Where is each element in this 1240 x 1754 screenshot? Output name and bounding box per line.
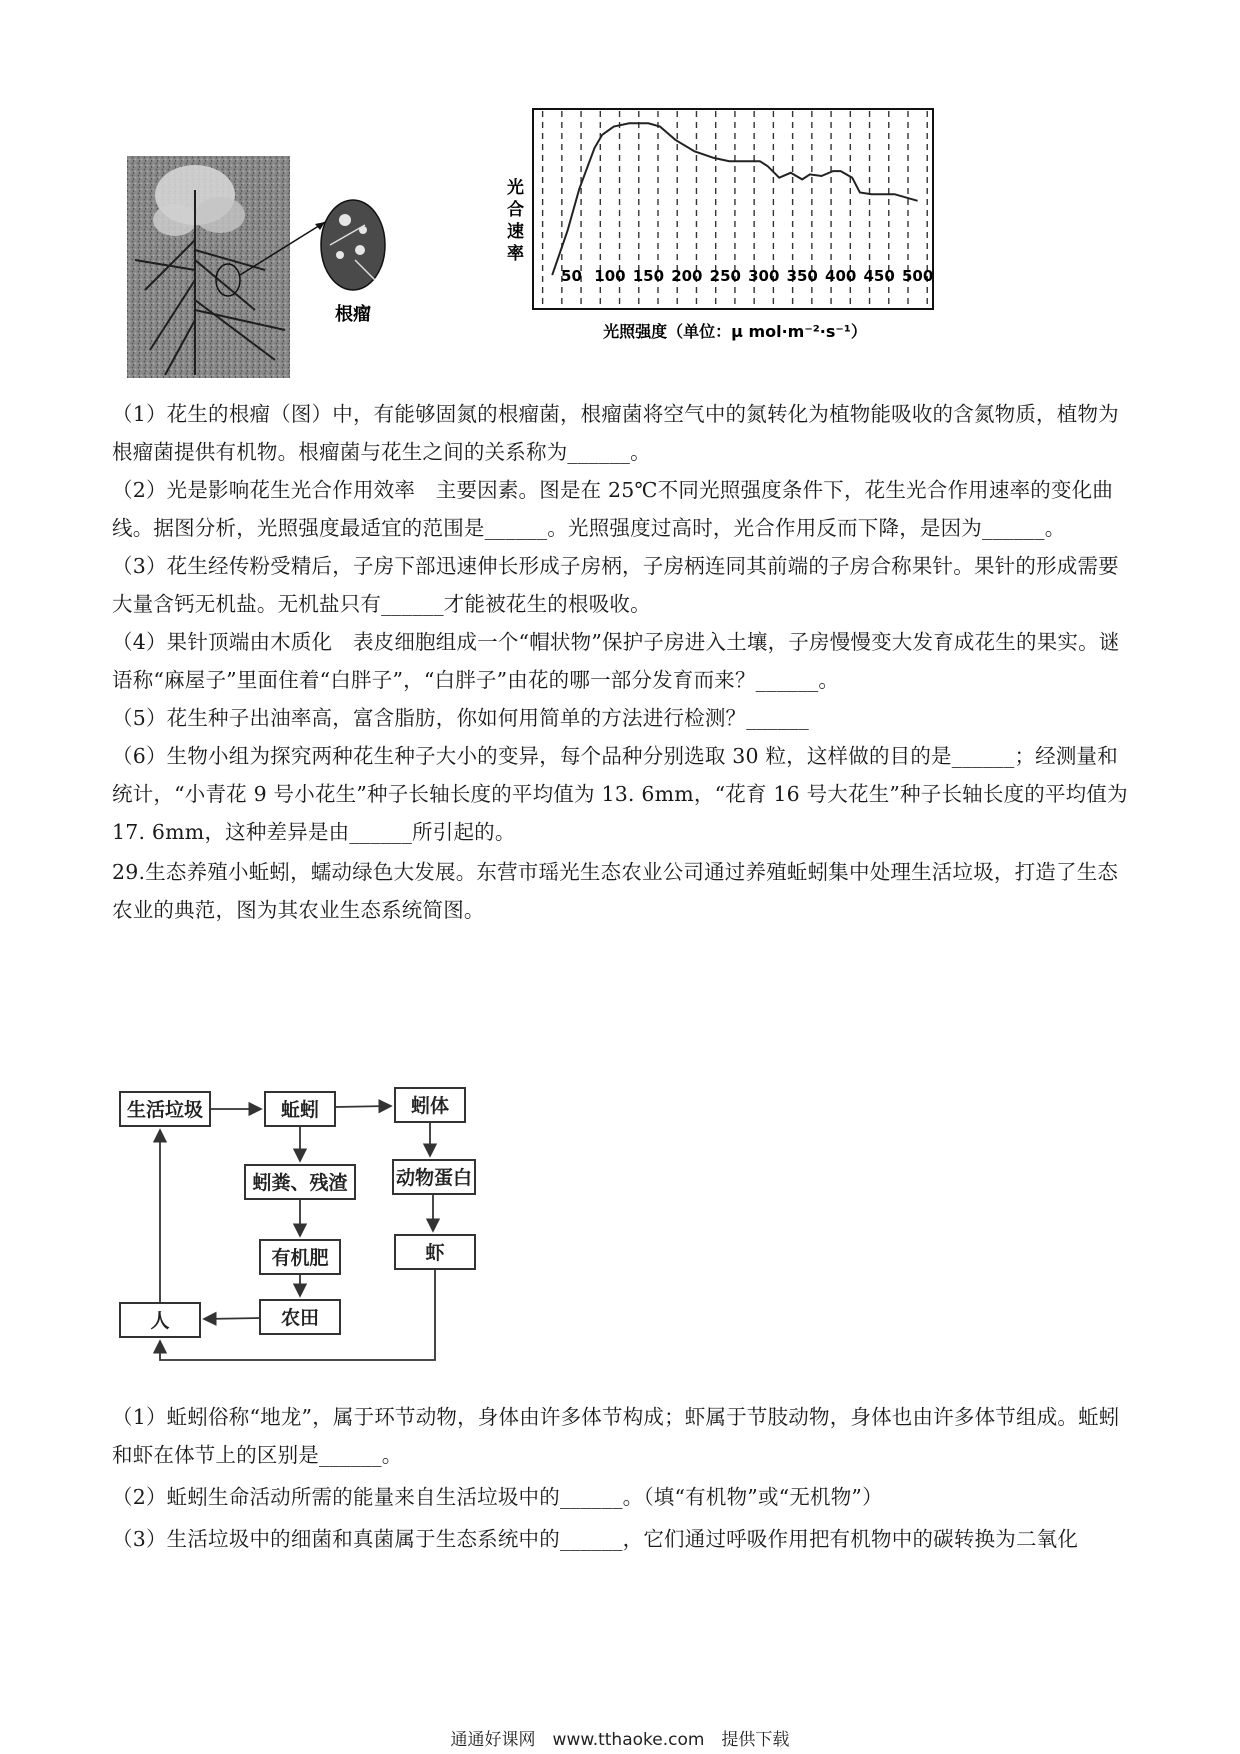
chart-x-tick-label: 500 bbox=[901, 267, 934, 285]
chart-x-tick-label: 300 bbox=[748, 267, 780, 285]
q29-part-3: （3）生活垃圾中的细菌和真菌属于生态系统中的______，它们通过呼吸作用把有机物中的碳转换为二氧化 bbox=[112, 1527, 1079, 1551]
q28-part-1: （1）花生的根瘤（图）中，有能够固氮的根瘤菌，根瘤菌将空气中的氮转化为植物能吸收的含氮物质，植物为根瘤菌提供有机物。根瘤菌与花生之间的关系称为______。 bbox=[112, 402, 1119, 464]
svg-text:合: 合 bbox=[507, 200, 524, 220]
q29-part-2: （2）蚯蚓生命活动所需的能量来自生活垃圾中的______。（填“有机物”或“无机物”） bbox=[112, 1485, 883, 1509]
label-body: 蚓体 bbox=[410, 1095, 450, 1117]
chart-x-tick-label: 200 bbox=[671, 267, 703, 285]
q28-part-4: （4）果针顶端由木质化 表皮细胞组成一个“帽状物”保护子房进入土壤，子房慢慢变大发育成花生的果实。谜语称“麻屋子”里面住着“白胖子”，“白胖子”由花的哪一部分发育而来？______。 bbox=[112, 630, 1120, 692]
svg-text:光: 光 bbox=[507, 178, 524, 198]
q29-intro: 29.生态养殖小蚯蚓，蠕动绿色大发展。东营市瑶光生态农业公司通过养殖蚯蚓集中处理生活垃圾，打造了生态农业的典范，图为其农业生态系统简图。 bbox=[112, 860, 1119, 922]
peanut-root-photo bbox=[125, 150, 485, 380]
chart-x-tick-label: 150 bbox=[632, 267, 665, 285]
label-waste: 蚓粪、残渣 bbox=[252, 1172, 348, 1194]
label-earthworm: 蚯蚓 bbox=[280, 1099, 320, 1121]
page-footer: 通通好课网 www.tthaoke.com 提供下载 bbox=[450, 1730, 790, 1750]
q28-part-2: （2）光是影响花生光合作用效率 主要因素。图是在 25℃不同光照强度条件下，花生光合作用速率的变化曲线。据图分析，光照强度最适宜的范围是______。光照强度过高时，光合作用反而下降，是因为______。 bbox=[112, 478, 1114, 540]
q28-part-3: （3）花生经传粉受精后，子房下部迅速伸长形成子房柄，子房柄连同其前端的子房合称果针。果针的形成需要大量含钙无机盐。无机盐只有______才能被花生的根吸收。 bbox=[112, 554, 1119, 616]
label-protein: 动物蛋白 bbox=[395, 1167, 473, 1189]
label-shrimp: 虾 bbox=[425, 1242, 445, 1264]
q28-part-6: （6）生物小组为探究两种花生种子大小的变异，每个品种分别选取 30 粒，这样做的目的是______；经测量和统计，“小青花 9 号小花生”种子长轴长度的平均值为 13. 6mm，“花育 16 号大花生”种子长轴长度的平均值为 17. 6mm，这种差异是由______所引起的。 bbox=[112, 744, 1128, 844]
chart-xlabel: 光照强度（单位：μ mol·m⁻²·s⁻¹） bbox=[603, 322, 867, 341]
chart-x-tick-label: 50 bbox=[561, 267, 582, 285]
q29-part-1: （1）蚯蚓俗称“地龙”，属于环节动物，身体由许多体节构成；虾属于节肢动物，身体也由许多体节组成。蚯蚓和虾在体节上的区别是______。 bbox=[112, 1405, 1120, 1467]
q28-part-5: （5）花生种子出油率高，富含脂肪，你如何用简单的方法进行检测？______ bbox=[112, 706, 809, 730]
nodule-label: 根瘤 bbox=[335, 304, 371, 325]
chart-x-tick-label: 250 bbox=[709, 267, 741, 285]
chart-x-tick-label: 100 bbox=[594, 267, 626, 285]
question-28-text bbox=[112, 395, 1132, 929]
question-29-text bbox=[112, 1398, 1132, 1558]
photosynthesis-chart bbox=[495, 105, 945, 395]
label-farmland: 农田 bbox=[280, 1307, 320, 1329]
label-human: 人 bbox=[150, 1310, 170, 1332]
chart-ylabel bbox=[507, 177, 524, 264]
chart-x-ticks bbox=[561, 267, 933, 285]
svg-text:速: 速 bbox=[507, 222, 524, 242]
chart-x-tick-label: 400 bbox=[825, 267, 857, 285]
chart-x-tick-label: 350 bbox=[786, 267, 818, 285]
chart-x-tick-label: 450 bbox=[863, 267, 895, 285]
ecosystem-flow-diagram bbox=[115, 1070, 545, 1385]
svg-text:率: 率 bbox=[507, 244, 524, 264]
label-garbage: 生活垃圾 bbox=[126, 1099, 204, 1121]
label-fertilizer: 有机肥 bbox=[271, 1247, 329, 1269]
figure-row bbox=[0, 0, 1240, 395]
